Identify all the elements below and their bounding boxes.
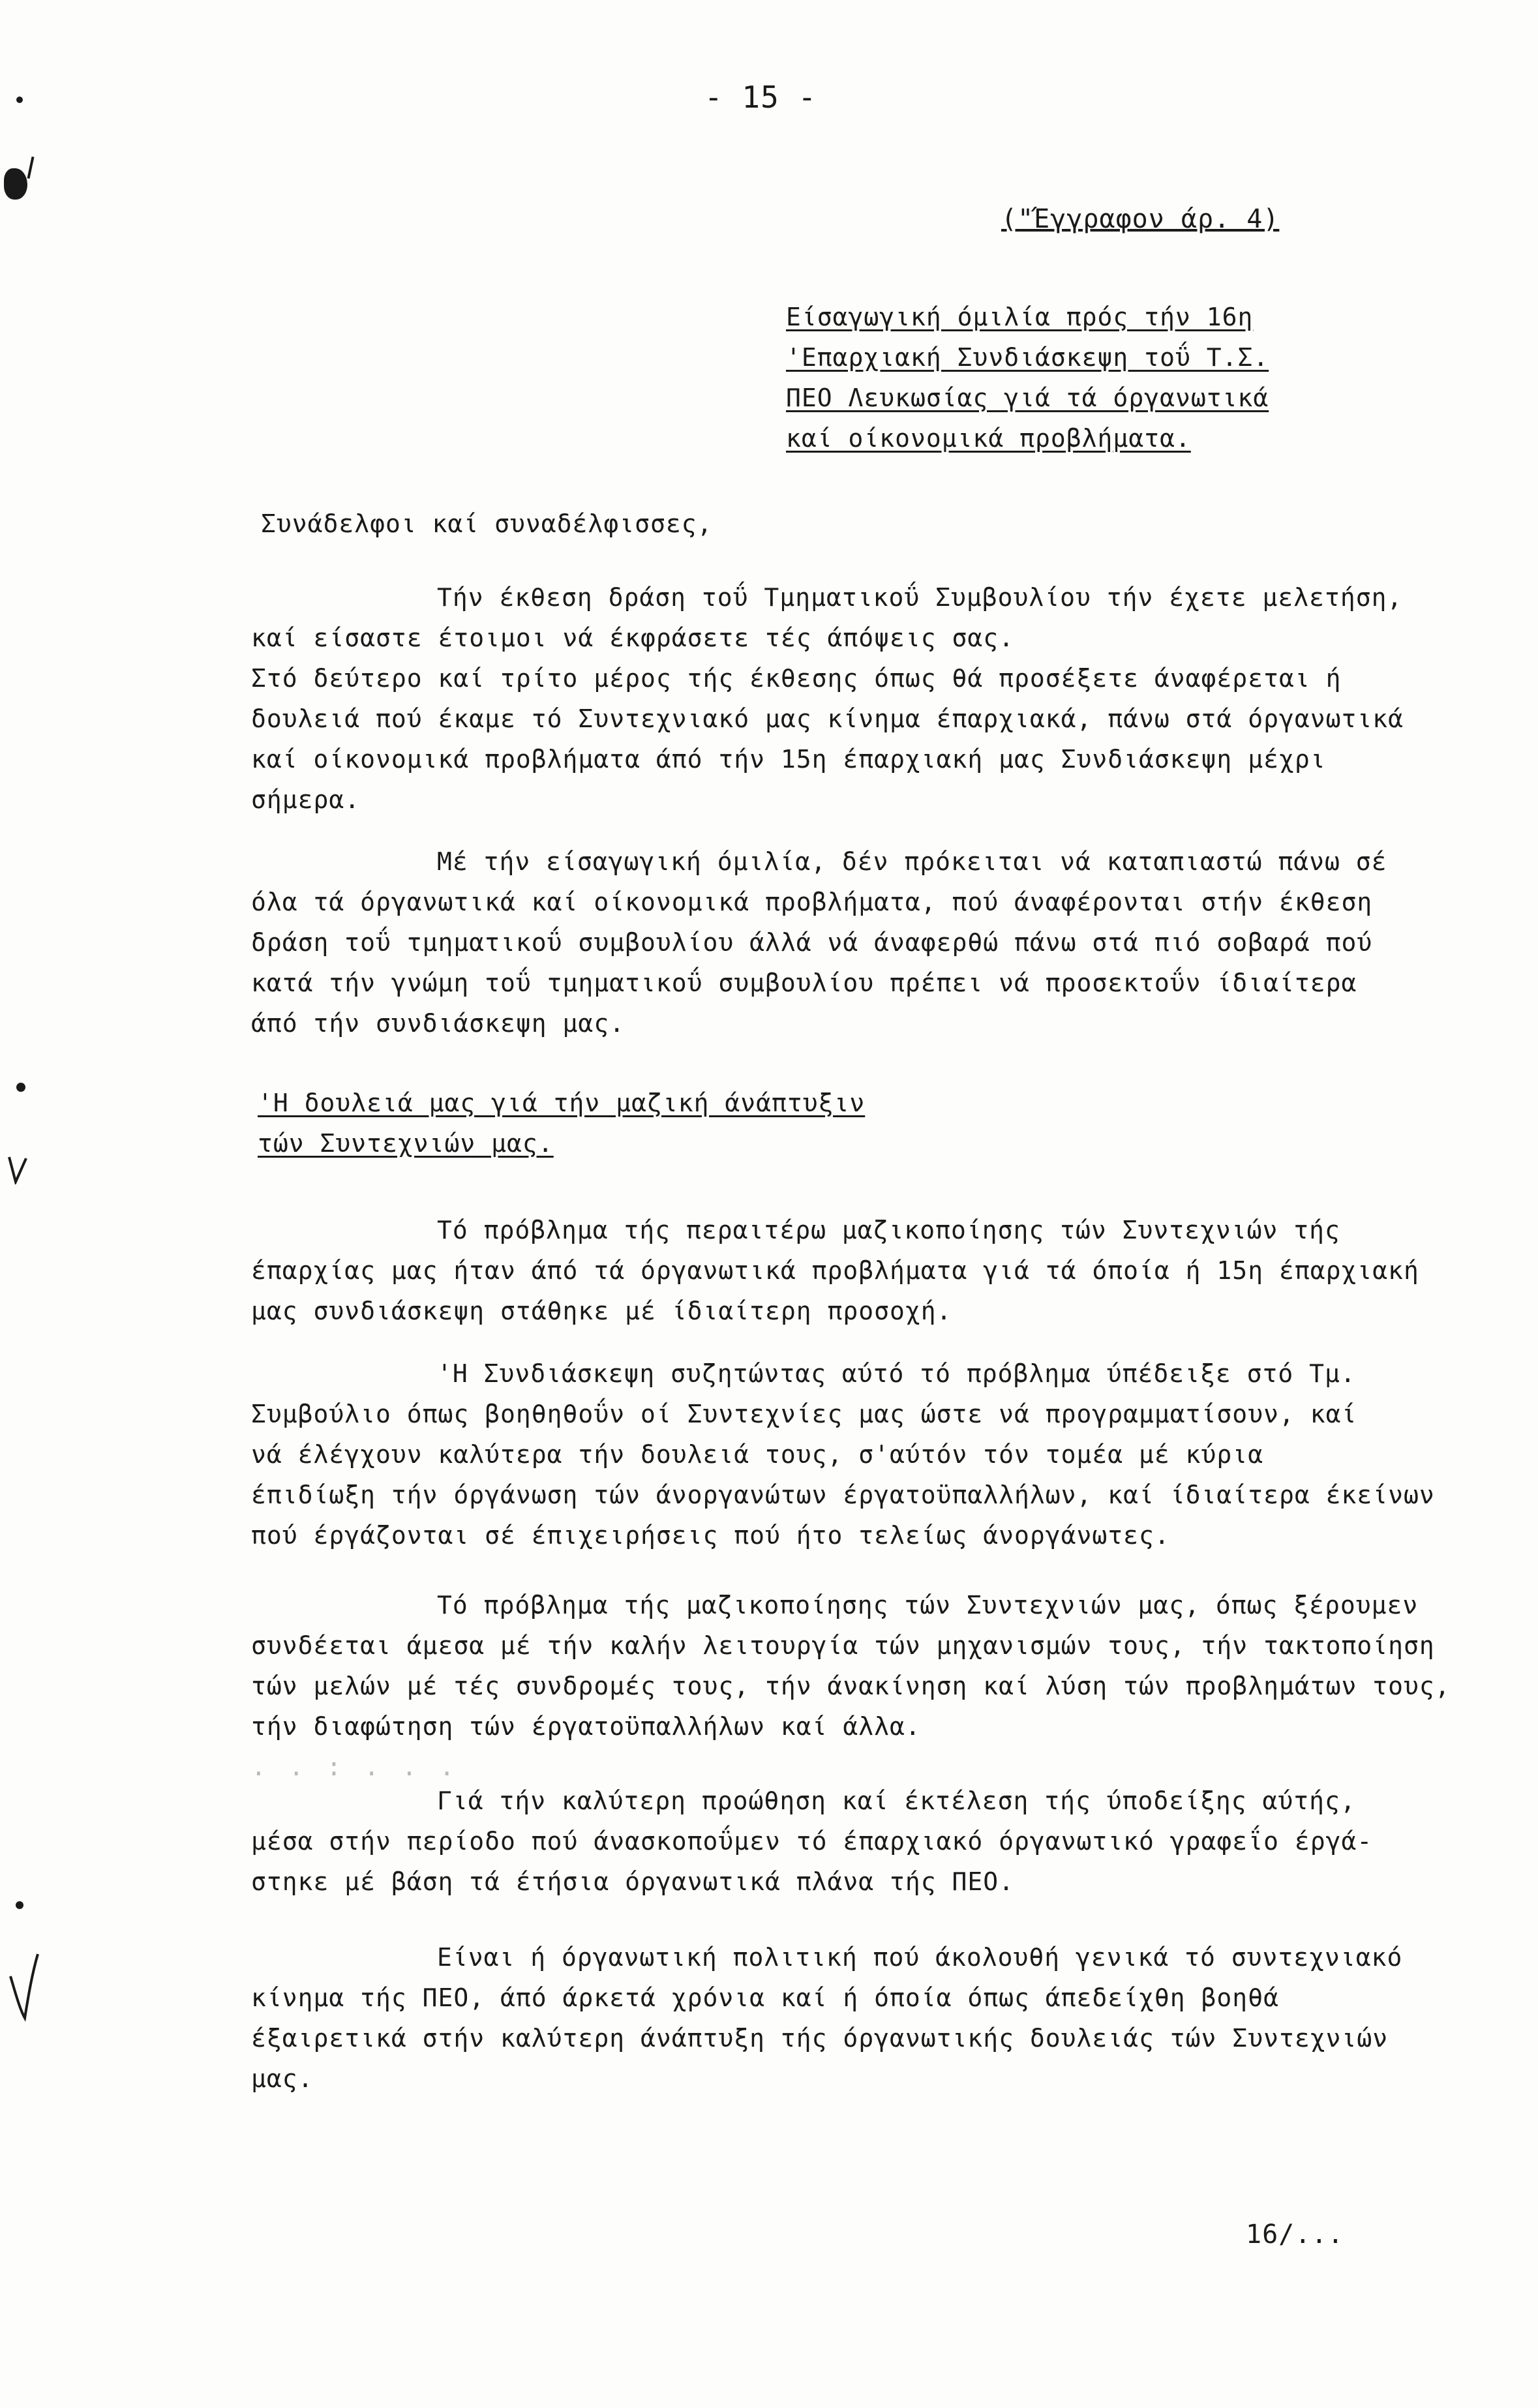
margin-ink-blot <box>4 168 27 200</box>
salutation: Συνάδελφοι καί συναδέλφισσες, <box>261 509 713 538</box>
paragraph-line: Είναι ή όργανωτική πολιτική πού άκολουθή γενικά τό συντεχνιακό <box>437 1943 1403 1972</box>
paragraph <box>251 1353 1435 1556</box>
margin-check-mark <box>7 1154 29 1184</box>
paragraph-line: έπιδίωξη τήν όργάνωση τών άνοργανώτων έργατοϋπαλλήλων, καί ίδιαίτερα έκείνων <box>251 1481 1435 1509</box>
heading-line: ΠΕΟ Λευκωσίας γιά τά όργανωτικά <box>786 384 1269 412</box>
page-number: - 15 - <box>704 80 817 115</box>
paragraph-line: καί είσαστε έτοιμοι νά έκφράσετε τές άπόψεις σας. <box>251 624 1015 652</box>
paragraph-line: όλα τά όργανωτικά καί οίκονομικά προβλήματα, πού άναφέρονται στήν έκθεση <box>251 888 1373 916</box>
paragraph-line: έξαιρετικά στήν καλύτερη άνάπτυξη τής όργανωτικής δουλειάς τών Συντεχνιών <box>251 2024 1389 2053</box>
paragraph-line: 'Η Συνδιάσκεψη συζητώντας αύτό τό πρόβλημα ύπέδειξε στό Τμ. <box>437 1359 1356 1388</box>
section-title <box>258 1083 865 1164</box>
paragraph-line: στηκε μέ βάση τά έτήσια όργανωτικά πλάνα τής ΠΕΟ. <box>251 1867 1015 1896</box>
section-title-line: τών Συντεχνιών μας. <box>258 1129 554 1158</box>
document-reference: ("Έγγραφον άρ. 4) <box>1001 204 1280 234</box>
paragraph-line: τήν διαφώτηση τών έργατοϋπαλλήλων καί άλλα. <box>251 1712 921 1741</box>
margin-check-mark <box>8 1950 40 2022</box>
paragraph-line: νά έλέγχουν καλύτερα τήν δουλειά τους, σ'αύτόν τόν τομέα μέ κύρια <box>251 1440 1264 1469</box>
continuation-marker: 16/... <box>1246 2220 1344 2250</box>
heading-line: 'Επαρχιακή Συνδιάσκεψη τοΰ Τ.Σ. <box>786 343 1269 372</box>
paragraph-line: Στό δεύτερο καί τρίτο μέρος τής έκθεσης όπως θά προσέξετε άναφέρεται ή <box>251 664 1342 693</box>
paragraph-line: έπαρχίας μας ήταν άπό τά όργανωτικά προβλήματα γιά τά όποία ή 15η έπαρχιακή <box>251 1256 1419 1285</box>
heading-line: καί οίκονομικά προβλήματα. <box>786 424 1191 453</box>
paragraph <box>251 1585 1451 1787</box>
paragraph-line: μας συνδιάσκεψη στάθηκε μέ ίδιαίτερη προσοχή. <box>251 1297 952 1325</box>
paragraph <box>251 577 1404 820</box>
margin-dot-mark <box>16 1083 25 1092</box>
paragraph-line: μας. <box>251 2064 314 2093</box>
paragraph-line: κατά τήν γνώμη τοΰ τμηματικοΰ συμβουλίου πρέπει νά προσεκτοΰν ίδιαίτερα <box>251 969 1357 997</box>
paragraph-line: κίνημα τής ΠΕΟ, άπό άρκετά χρόνια καί ή όποία όπως άπεδείχθη βοηθά <box>251 1983 1279 2012</box>
paragraph-line: πού έργάζονται σέ έπιχειρήσεις πού ήτο τελείως άνοργάνωτες. <box>251 1521 1170 1550</box>
paragraph <box>251 1210 1419 1331</box>
paragraph-line: δράση τοΰ τμηματικοΰ συμβουλίου άλλά νά άναφερθώ πάνω στά πιό σοβαρά πού <box>251 928 1373 957</box>
paragraph-line: καί οίκονομικά προβλήματα άπό τήν 15η έπαρχιακή μας Συνδιάσκεψη μέχρι <box>251 745 1326 774</box>
margin-tick-mark <box>27 157 35 179</box>
document-heading <box>786 297 1269 459</box>
paragraph-line: Συμβούλιο όπως βοηθηθοΰν οί Συντεχνίες μας ώστε νά προγραμματίσουν, καί <box>251 1400 1357 1428</box>
paragraph-line: τών μελών μέ τές συνδρομές τους, τήν άνακίνηση καί λύση τών προβλημάτων τους, <box>251 1672 1451 1700</box>
paragraph <box>251 841 1387 1044</box>
paragraph-line: άπό τήν συνδιάσκεψη μας. <box>251 1009 626 1038</box>
paragraph-line: Τό πρόβλημα τής περαιτέρω μαζικοποίησης τών Συντεχνιών τής <box>437 1216 1340 1244</box>
paragraph <box>251 1937 1402 2099</box>
paragraph-line: Γιά τήν καλύτερη προώθηση καί έκτέλεση τής ύποδείξης αύτής, <box>437 1786 1356 1815</box>
paragraph <box>251 1781 1372 1902</box>
paragraph-line: μέσα στήν περίοδο πού άνασκοποΰμεν τό έπαρχιακό όργανωτικό γραφεΐο έργά- <box>251 1827 1373 1856</box>
paragraph-line: δουλειά πού έκαμε τό Συντεχνιακό μας κίνημα έπαρχιακά, πάνω στά όργανωτικά <box>251 704 1404 733</box>
margin-dot-mark <box>16 1901 23 1909</box>
paragraph-line: Τό πρόβλημα τής μαζικοποίησης τών Συντεχνιών μας, όπως ξέρουμεν <box>437 1591 1419 1619</box>
faint-typed-line: . . : . . . <box>251 1753 459 1781</box>
heading-line: Είσαγωγική όμιλία πρός τήν 16η <box>786 303 1254 331</box>
margin-dot-mark <box>16 97 23 103</box>
paragraph-line: Τήν έκθεση δράση τοΰ Τμηματικοΰ Συμβουλίου τήν έχετε μελετήση, <box>437 583 1403 612</box>
paragraph-line: συνδέεται άμεσα μέ τήν καλήν λειτουργία τών μηχανισμών τους, τήν τακτοποίηση <box>251 1631 1435 1660</box>
paragraph-line: Μέ τήν είσαγωγική όμιλία, δέν πρόκειται νά καταπιαστώ πάνω σέ <box>437 847 1387 876</box>
paragraph-line: σήμερα. <box>251 785 361 814</box>
section-title-line: 'Η δουλειά μας γιά τήν μαζική άνάπτυξιν <box>258 1089 866 1117</box>
